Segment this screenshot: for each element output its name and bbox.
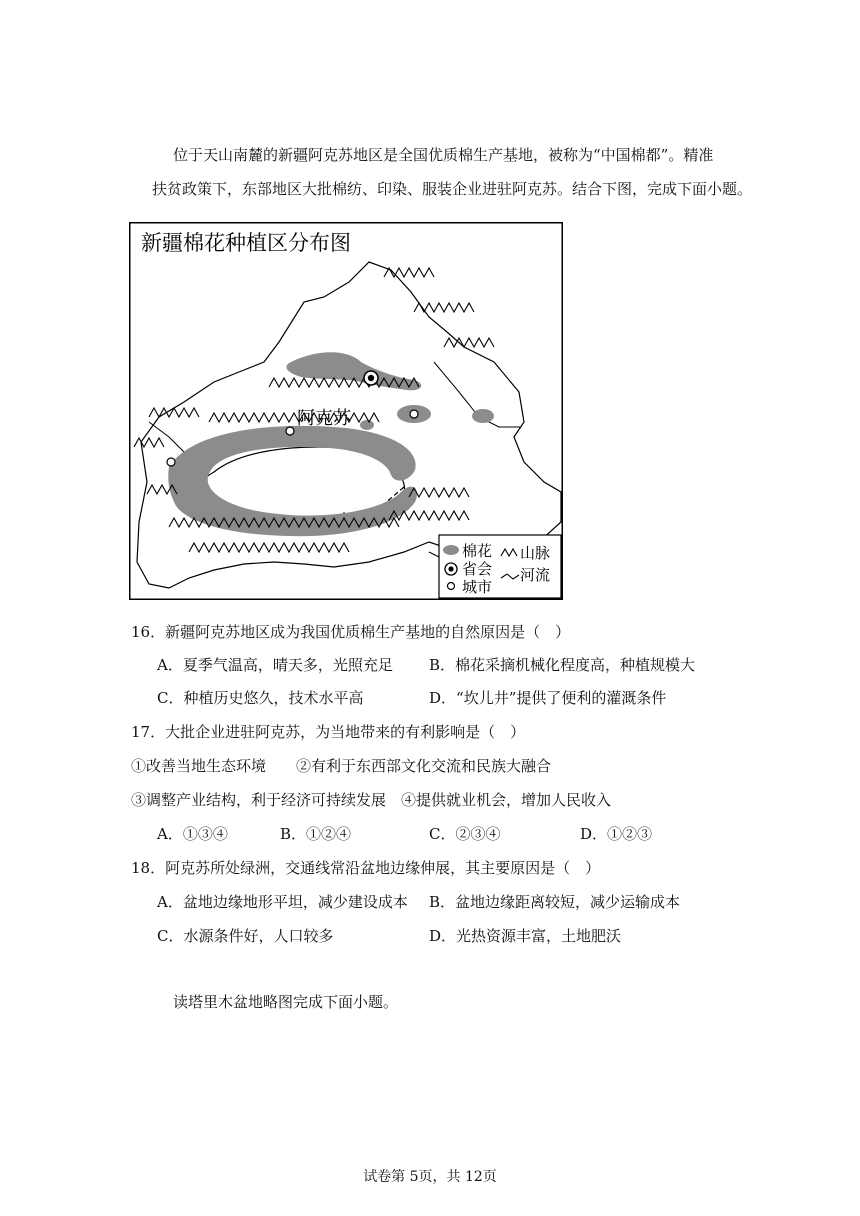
q16-stem: 16．新疆阿克苏地区成为我国优质棉生产基地的自然原因是（ ）: [131, 623, 571, 641]
map-legend: [439, 535, 561, 598]
q18-option-b: B．盆地边缘距离较短，减少运输成本: [429, 893, 681, 911]
cotton-area-small: [360, 420, 374, 430]
q18-option-d: D．光热资源丰富，土地肥沃: [429, 927, 622, 945]
q16-option-a: A．夏季气温高，晴天多，光照充足: [157, 656, 393, 674]
q16-option-c: C．种植历史悠久，技术水平高: [157, 689, 364, 707]
q17-option-a: A．①③④: [157, 825, 228, 843]
page-footer: 试卷第 5页，共 12页: [363, 1169, 497, 1185]
q18-stem: 18．阿克苏所处绿洲，交通线常沿盆地边缘伸展，其主要原因是（ ）: [131, 859, 601, 877]
map-title: 新疆棉花种植区分布图: [141, 231, 351, 255]
legend-city-symbol: [448, 583, 455, 590]
q17-option-c: C．②③④: [429, 825, 501, 843]
next-section-intro: 读塔里木盆地略图完成下面小题。: [173, 993, 399, 1011]
city-marker-kashgar: [167, 458, 175, 466]
legend-city-label: 城市: [462, 578, 493, 596]
legend-cotton-swatch: [443, 545, 459, 555]
intro-line-1: 位于天山南麓的新疆阿克苏地区是全国优质棉生产基地，被称为“中国棉都”。精准: [173, 146, 714, 164]
q17-option-d: D．①②③: [580, 825, 653, 843]
city-marker-turpan: [410, 410, 418, 418]
q17-statements-1-2: ①改善当地生态环境 ②有利于东西部文化交流和民族大融合: [131, 757, 552, 775]
legend-river-label: 河流: [520, 566, 551, 584]
q18-option-a: A．盆地边缘地形平坦，减少建设成本: [157, 893, 408, 911]
cotton-area-hami: [472, 409, 494, 423]
intro-line-2: 扶贫政策下，东部地区大批棉纺、印染、服装企业进驻阿克苏。结合下图，完成下面小题。: [152, 180, 753, 198]
xinjiang-cotton-map: [129, 222, 563, 600]
provincial-capital-marker: [364, 371, 378, 385]
q17-statements-3-4: ③调整产业结构，利于经济可持续发展 ④提供就业机会，增加人民收入: [131, 791, 612, 809]
q17-option-b: B．①②④: [280, 825, 352, 843]
q18-option-c: C．水源条件好，人口较多: [157, 927, 334, 945]
q16-option-b: B．棉花采摘机械化程度高，种植规模大: [429, 656, 696, 674]
legend-mountain-label: 山脉: [520, 544, 551, 562]
q17-stem: 17．大批企业进驻阿克苏，为当地带来的有利影响是（ ）: [131, 723, 526, 741]
city-marker-aksu: [286, 427, 294, 435]
legend-capital-label: 省会: [462, 560, 493, 578]
city-label-aksu: 阿克苏: [297, 408, 351, 429]
legend-cotton-label: 棉花: [462, 542, 493, 560]
q16-option-d: D．“坎儿井”提供了便利的灌溉条件: [429, 689, 667, 707]
